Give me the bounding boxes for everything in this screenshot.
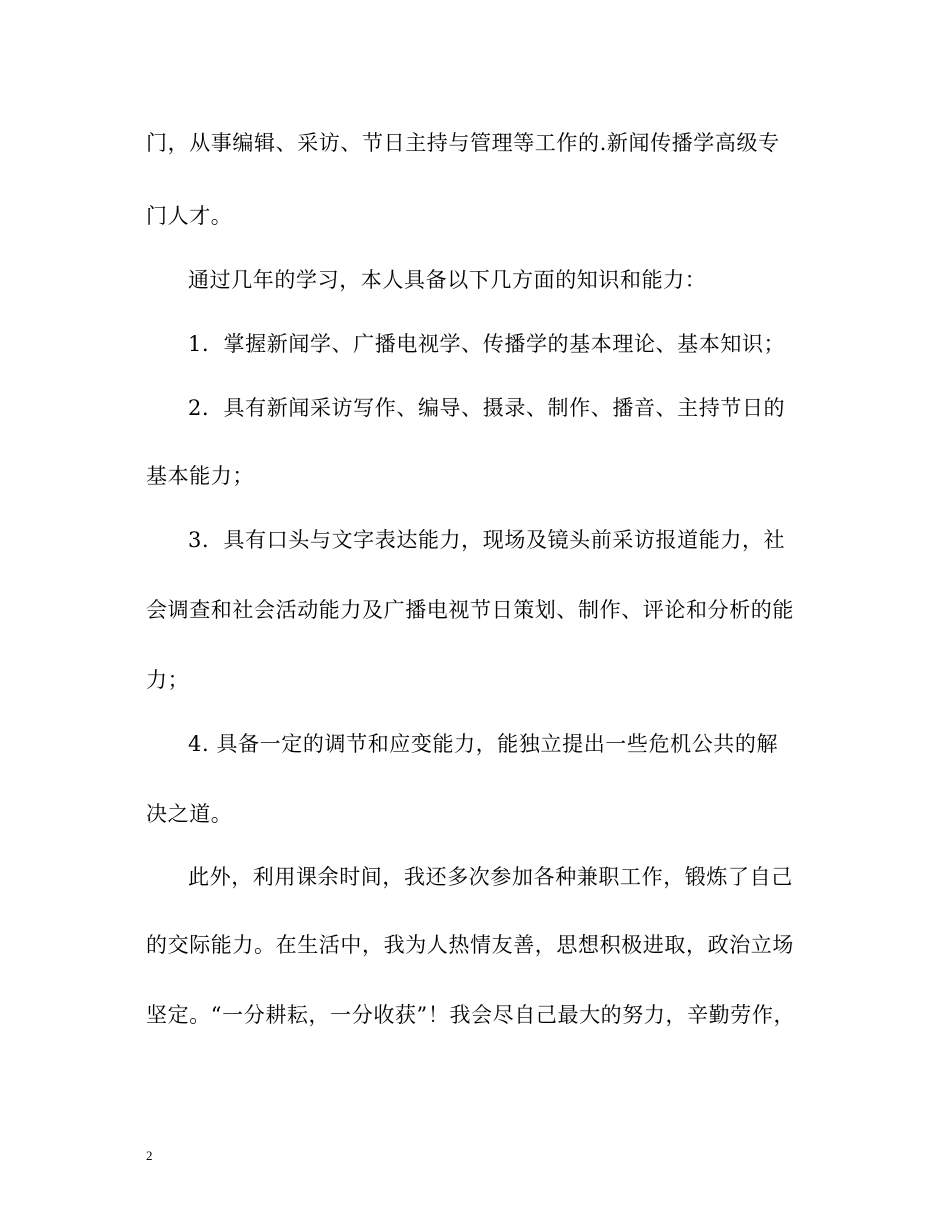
list-item-4: 4. 具备一定的调节和应变能力，能独立提出一些危机公共的解	[188, 732, 779, 756]
list-item-4-continued: 决之道。	[146, 802, 233, 826]
list-item-3: 3．具有口头与文字表达能力，现场及镜头前采访报道能力，社	[188, 528, 786, 552]
list-item-2-continued: 基本能力；	[146, 464, 254, 488]
paragraph-intro: 通过几年的学习，本人具备以下几方面的知识和能力：	[188, 268, 707, 292]
list-item-3-end: 力；	[146, 668, 190, 692]
list-item-2: 2．具有新闻采访写作、编导、摄录、制作、播音、主持节日的	[188, 396, 786, 420]
text-line-2: 门人才。	[146, 204, 233, 228]
list-item-3-continued: 会调查和社会活动能力及广播电视节日策划、制作、评论和分析的能	[146, 598, 794, 622]
text-line-1: 门，从事编辑、采访、节日主持与管理等工作的.新闻传播学高级专	[146, 131, 780, 155]
paragraph-closing: 此外，利用课余时间，我还多次参加各种兼职工作，锻炼了自己	[188, 865, 793, 889]
page-number: 2	[146, 1148, 153, 1163]
paragraph-closing-end: 坚定。“一分耕耘，一分收获”！我会尽自己最大的努力，辛勤劳作，	[146, 1003, 796, 1027]
list-item-1: 1．掌握新闻学、广播电视学、传播学的基本理论、基本知识；	[188, 332, 786, 356]
paragraph-closing-continued: 的交际能力。在生活中，我为人热情友善，思想积极进取，政治立场	[146, 933, 794, 957]
